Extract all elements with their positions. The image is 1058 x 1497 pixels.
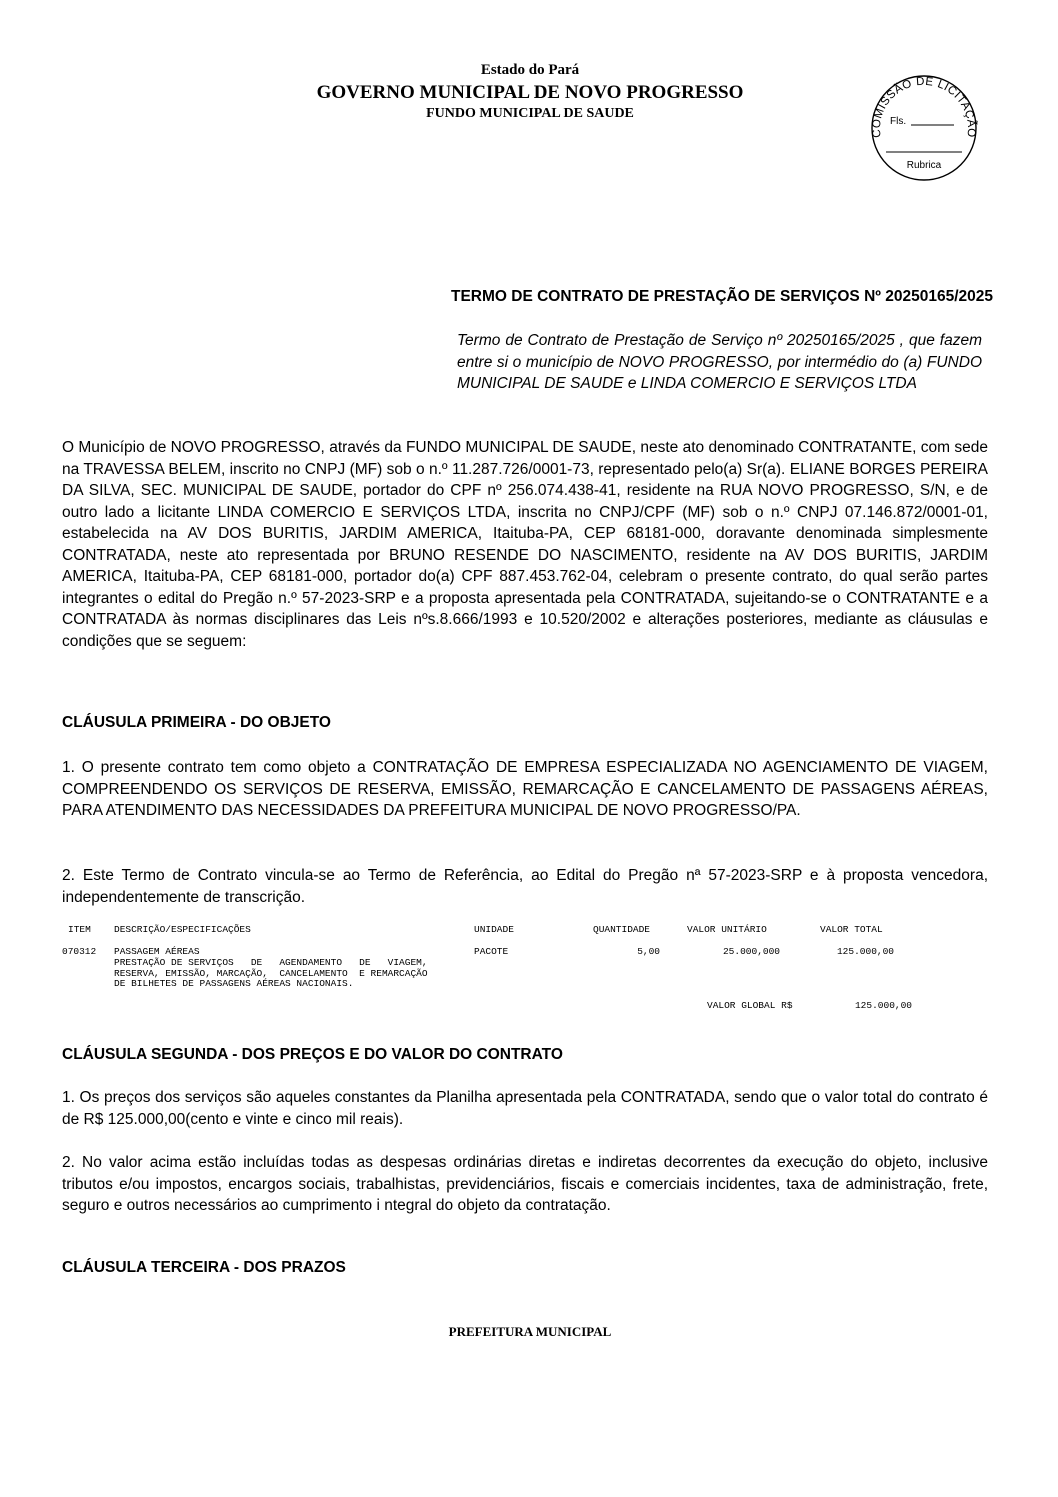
- clause-second-item-1: 1. Os preços dos serviços são aqueles constantes da Planilha apresentada pela CONTRATADA, sendo que o valor total do contrato é de R$ 125.000,00(cento e vinte e cinco mil reais).: [62, 1089, 988, 1128]
- contract-title: TERMO DE CONTRATO DE PRESTAÇÃO DE SERVIÇOS Nº 20250165/2025: [450, 288, 993, 305]
- contract-summary: Termo de Contrato de Prestação de Serviço nº 20250165/2025 , que fazem entre si o município de NOVO PROGRESSO, por intermédio do (a) FUNDO MUNICIPAL DE SAUDE e LINDA COMERCIO E SERVIÇOS LTDA: [457, 332, 982, 392]
- global-value-label: VALOR GLOBAL R$: [707, 1000, 793, 1011]
- clause-second-heading: CLÁUSULA SEGUNDA - DOS PREÇOS E DO VALOR DO CONTRATO: [62, 1046, 563, 1063]
- clause-first-item-1: 1. O presente contrato tem como objeto a CONTRATAÇÃO DE EMPRESA ESPECIALIZADA NO AGENCIAMENTO DE VIAGEM, COMPREENDENDO OS SERVIÇOS DE RESERVA, EMISSÃO, REMARCAÇÃO E CANCELAMENTO DE PASSAGENS AÉREAS, PARA ATENDIMENTO DAS NECESSIDADES DA PREFEITURA MUNICIPAL DE NOVO PROGRESSO/PA.: [62, 759, 988, 819]
- th-quantidade: QUANTIDADE: [593, 924, 651, 935]
- stamp-arc-text: COMISSÃO DE LICITAÇÃO: [870, 75, 978, 139]
- global-value: 125.000,00: [854, 1000, 912, 1011]
- cell-valor-total: 125.000,00: [836, 946, 894, 957]
- clause-first-heading: CLÁUSULA PRIMEIRA - DO OBJETO: [62, 714, 331, 731]
- th-valor-unitario: VALOR UNITÁRIO: [687, 924, 767, 935]
- clause-third-heading: CLÁUSULA TERCEIRA - DOS PRAZOS: [62, 1259, 346, 1276]
- th-valor-total: VALOR TOTAL: [820, 924, 883, 935]
- th-item: ITEM: [68, 924, 91, 935]
- commission-stamp: [868, 72, 980, 184]
- svg-text:COMISSÃO DE LICITAÇÃO: [871, 76, 978, 138]
- clause-second-item-2: 2. No valor acima estão incluídas todas as despesas ordinárias diretas e indiretas decorrentes da execução do objeto, inclusive tributos e/ou impostos, encargos sociais, trabalhistas, previdenciários, fiscais e comerciais incidentes, taxa de administração, frete, seguro e outros necessários ao cumprimento i ntegral do objeto da contratação.: [62, 1154, 988, 1214]
- header-fund: FUNDO MUNICIPAL DE SAUDE: [426, 106, 634, 121]
- th-descricao: DESCRIÇÃO/ESPECIFICAÇÕES: [114, 924, 251, 935]
- stamp-fls-label: Fls.: [890, 116, 907, 127]
- cell-unidade: PACOTE: [474, 946, 509, 957]
- cell-especificacao: PRESTAÇÃO DE SERVIÇOS DE AGENDAMENTO DE VIAGEM, RESERVA, EMISSÃO, MARCAÇÃO, CANCELAMENTO E REMARCAÇÃO DE BILHETES DE PASSAGENS AÉREAS NACIONAIS.: [114, 957, 428, 989]
- cell-valor-unitario: 25.000,000: [722, 946, 780, 957]
- clause-first-item-2: 2. Este Termo de Contrato vincula-se ao Termo de Referência, ao Edital do Pregão nª 57-2023-SRP e à proposta vencedora, independentemente de transcrição.: [62, 867, 988, 906]
- intro-paragraph: O Município de NOVO PROGRESSO, através da FUNDO MUNICIPAL DE SAUDE, neste ato denominado CONTRATANTE, com sede na TRAVESSA BELEM, inscrito no CNPJ (MF) sob o n.º 11.287.726/0001-73, representado pelo(a) Sr(a). ELIANE BORGES PEREIRA DA SILVA, SEC. MUNICIPAL DE SAUDE, portador do CPF nº 256.074.438-41, residente na RUA NOVO PROGRESSO, S/N, e de outro lado a licitante LINDA COMERCIO E SERVIÇOS LTDA, inscrita no CNPJ/CPF (MF) sob o n.º CNPJ 07.146.872/0001-01, estabelecida na AV DOS BURITIS, JARDIM AMERICA, Itaituba-PA, CEP 68181-000, doravante denominada simplesmente CONTRATADA, neste ato representada por BRUNO RESENDE DO NASCIMENTO, residente na AV DOS BURITIS, JARDIM AMERICA, Itaituba-PA, CEP 68181-000, portador do(a) CPF 887.453.762-04, celebram o presente contrato, do qual serão partes integrantes o edital do Pregão n.º 57-2023-SRP e a proposta apresentada pela CONTRATADA, sujeitando-se o CONTRATANTE e a CONTRATADA às normas disciplinares das Leis nºs.8.666/1993 e 10.520/2002 e alterações posteriores, mediante as cláusulas e condições que se seguem:: [62, 439, 988, 650]
- cell-quantidade: 5,00: [637, 946, 660, 957]
- stamp-rubrica-label: Rubrica: [906, 160, 942, 171]
- header-government: GOVERNO MUNICIPAL DE NOVO PROGRESSO: [316, 82, 744, 103]
- cell-descricao: PASSAGEM AÉREAS: [114, 946, 200, 957]
- page-footer: PREFEITURA MUNICIPAL: [448, 1324, 612, 1339]
- header-state: Estado do Pará: [480, 62, 580, 78]
- cell-item: 070312: [62, 946, 97, 957]
- th-unidade: UNIDADE: [474, 924, 514, 935]
